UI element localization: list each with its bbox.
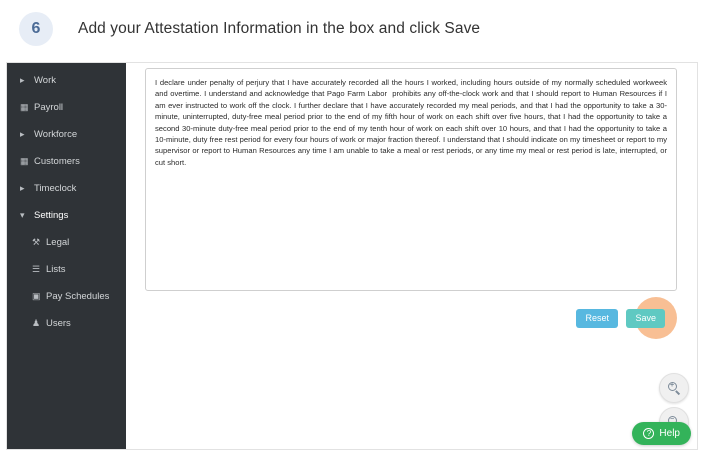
sidebar-item-label: Payroll (34, 102, 64, 113)
users-icon: ♟ (32, 318, 41, 328)
save-button[interactable]: Save (626, 309, 665, 328)
sidebar-item-settings[interactable] (7, 202, 126, 229)
sidebar-item-lists[interactable] (7, 256, 126, 283)
instruction-bar (0, 0, 704, 58)
instruction-text: Add your Attestation Information in the box and click Save (78, 20, 481, 37)
sidebar-item-label: Timeclock (34, 183, 77, 194)
chevron-down-icon: ▾ (20, 210, 25, 220)
sidebar-item-label: Customers (34, 156, 80, 167)
step-number-badge: 6 (19, 12, 53, 46)
building-icon: ▦ (20, 156, 29, 166)
gavel-icon: ⚒ (32, 237, 41, 247)
reset-button[interactable]: Reset (576, 309, 618, 328)
card-icon: ▦ (20, 102, 29, 112)
chevron-right-icon: ▸ (20, 75, 25, 85)
zoom-in-button[interactable] (659, 373, 689, 403)
sidebar (7, 63, 126, 449)
chevron-right-icon: ▸ (20, 183, 25, 193)
sidebar-item-label: Legal (46, 237, 70, 248)
magnifier-minus-icon: − (668, 416, 681, 429)
help-button[interactable] (632, 422, 691, 445)
sidebar-item-legal[interactable] (7, 229, 126, 256)
sidebar-item-label: Settings (34, 210, 69, 221)
sidebar-item-work[interactable] (7, 67, 126, 94)
sidebar-item-label: Pay Schedules (46, 291, 110, 302)
help-button-label: Help (659, 428, 680, 439)
sidebar-item-users[interactable] (7, 310, 126, 337)
app-window (6, 62, 698, 450)
sidebar-item-payroll[interactable] (7, 94, 126, 121)
action-button-row (145, 303, 677, 325)
sidebar-item-workforce[interactable] (7, 121, 126, 148)
sidebar-item-label: Work (34, 75, 56, 86)
magnifier-plus-icon: + (668, 382, 681, 395)
sidebar-item-label: Workforce (34, 129, 78, 140)
main-content (126, 63, 697, 449)
question-mark-icon: ? (643, 428, 654, 439)
sidebar-item-label: Users (46, 318, 71, 329)
list-icon: ☰ (32, 264, 41, 274)
chevron-right-icon: ▸ (20, 129, 25, 139)
sidebar-item-customers[interactable] (7, 148, 126, 175)
attestation-textarea[interactable] (145, 68, 677, 291)
sidebar-item-label: Lists (46, 264, 66, 275)
sidebar-item-timeclock[interactable] (7, 175, 126, 202)
calendar-icon: ▣ (32, 291, 41, 301)
sidebar-item-pay-schedules[interactable] (7, 283, 126, 310)
